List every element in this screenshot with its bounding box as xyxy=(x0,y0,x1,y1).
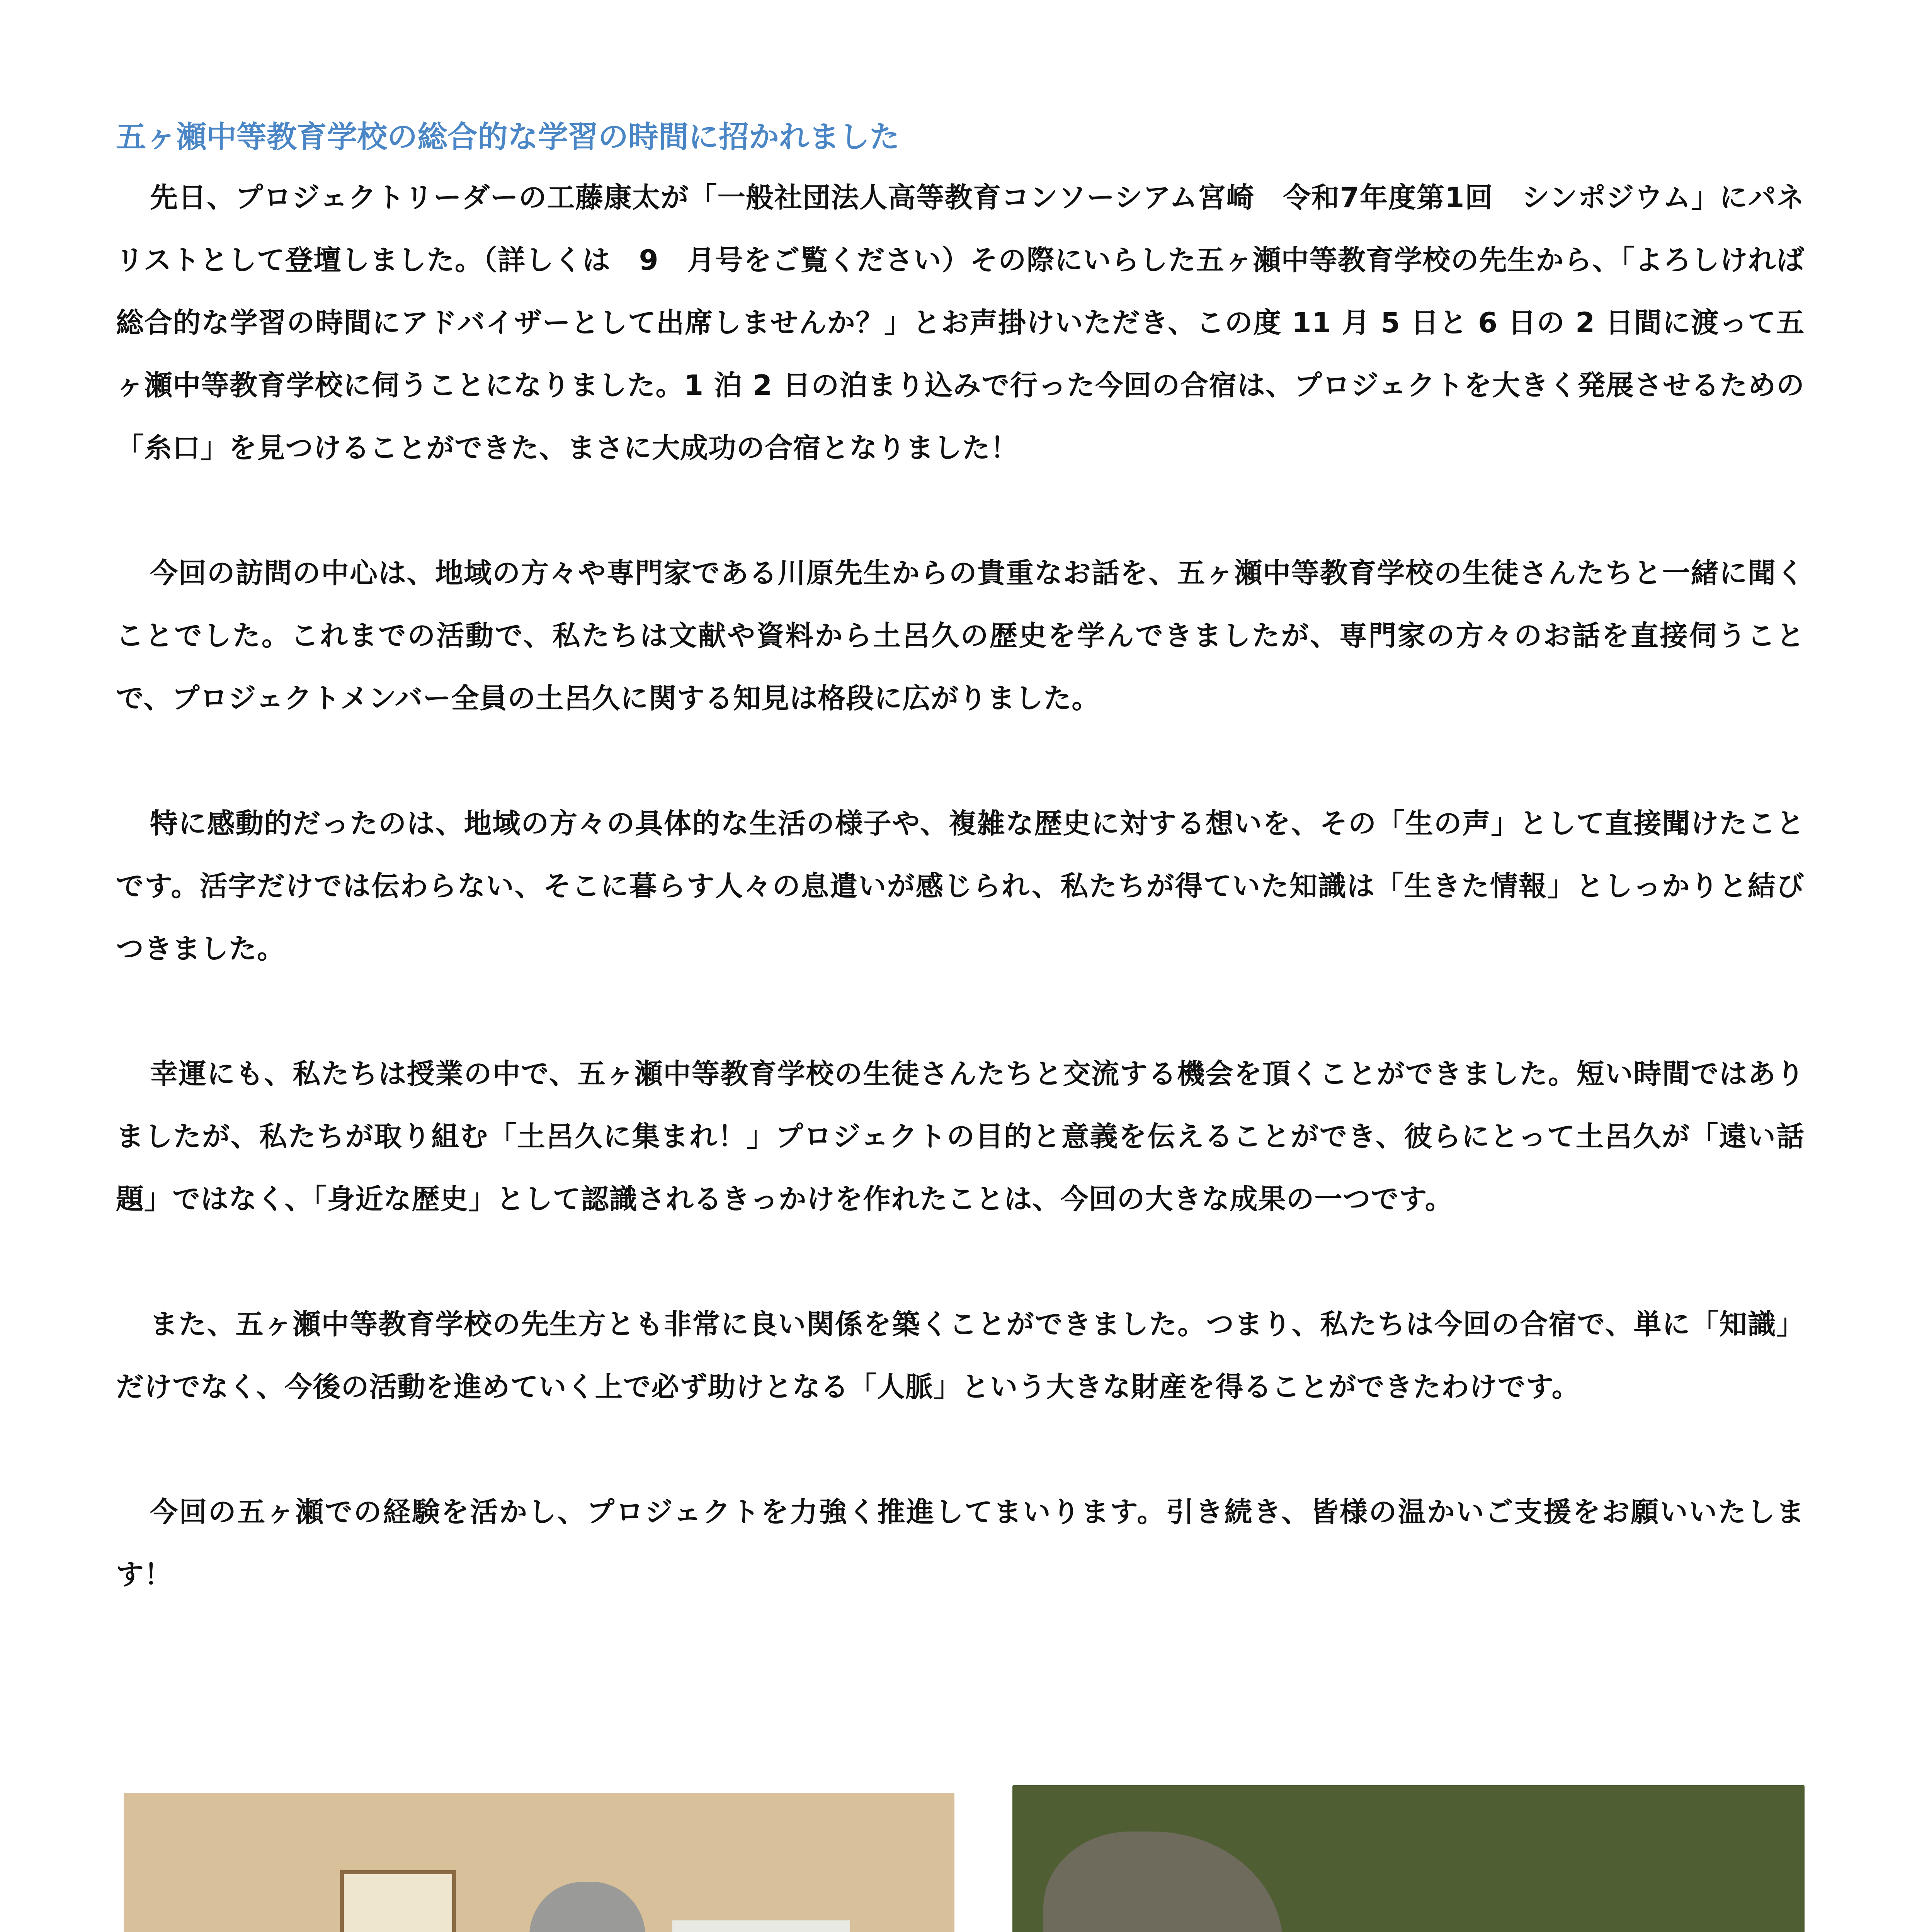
paragraph-3: 特に感動的だったのは、地域の方々の具体的な生活の様子や、複雑な歴史に対する想いを、その「生の声」として直接聞けたことです。活字だけでは伝わらない、そこに暮らす人々の息遣いが感じられ、私たちが得ていた知識は「生きた情報」としっかりと結びつきました。 xyxy=(116,807,1805,965)
meeting-photo xyxy=(124,1793,954,1932)
field-visit-photo xyxy=(1012,1785,1805,1932)
photo-notice-board xyxy=(340,1870,456,1932)
paragraph-2: 今回の訪問の中心は、地域の方々や専門家である川原先生からの貴重なお話を、五ヶ瀬中等教育学校の生徒さんたちと一緒に聞くことでした。これまでの活動で、私たちは文献や資料から土呂久の歴史を学んできましたが、専門家の方々のお話を直接伺うことで、プロジェクトメンバー全員の土呂久に関する知見は格段に広がりました。 xyxy=(116,557,1805,714)
article-title: 五ヶ瀬中等教育学校の総合的な学習の時間に招かれました xyxy=(116,120,900,155)
paragraph-6: 今回の五ヶ瀬での経験を活かし、プロジェクトを力強く推進してまいります。引き続き、皆様の温かいご支援をお願いいたします！ xyxy=(116,1496,1805,1591)
paragraph-5: また、五ヶ瀬中等教育学校の先生方とも非常に良い関係を築くことができました。つまり、私たちは今回の合宿で、単に「知識」だけでなく、今後の活動を進めていく上で必ず助けとなる「人脈」という大きな財産を得ることができたわけです。 xyxy=(116,1308,1805,1403)
photo-cabinet xyxy=(672,1920,850,1932)
paragraph-4: 幸運にも、私たちは授業の中で、五ヶ瀬中等教育学校の生徒さんたちと交流する機会を頂くことができました。短い時間ではありましたが、私たちが取り組む「土呂久に集まれ！」プロジェクトの目的と意義を伝えることができ、彼らにとって土呂久が「遠い話題」ではなく、「身近な歴史」として認識されるきっかけを作れたことは、今回の大きな成果の一つです。 xyxy=(116,1058,1805,1215)
paragraph-1: 先日、プロジェクトリーダーの工藤康太が「一般社団法人高等教育コンソーシアム宮崎 令和7年度第1回 シンポジウム」にパネリストとして登壇しました。（詳しくは 9 月号をご覧ください）その際にいらした五ヶ瀬中等教育学校の先生から、「よろしければ総合的な学習の時間にアドバイザーとして出席しませんか？」とお声掛けいただき、この度 11 月 5 日と 6 日の 2 日間に渡って五ヶ瀬中等教育学校に伺うことになりました。1 泊 2 日の泊まり込みで行った今回の合宿は、プロジェクトを大きく発展させるための「糸口」を見つけることができた、まさに大成功の合宿となりました！ xyxy=(116,181,1805,464)
article-body xyxy=(116,166,1805,1606)
